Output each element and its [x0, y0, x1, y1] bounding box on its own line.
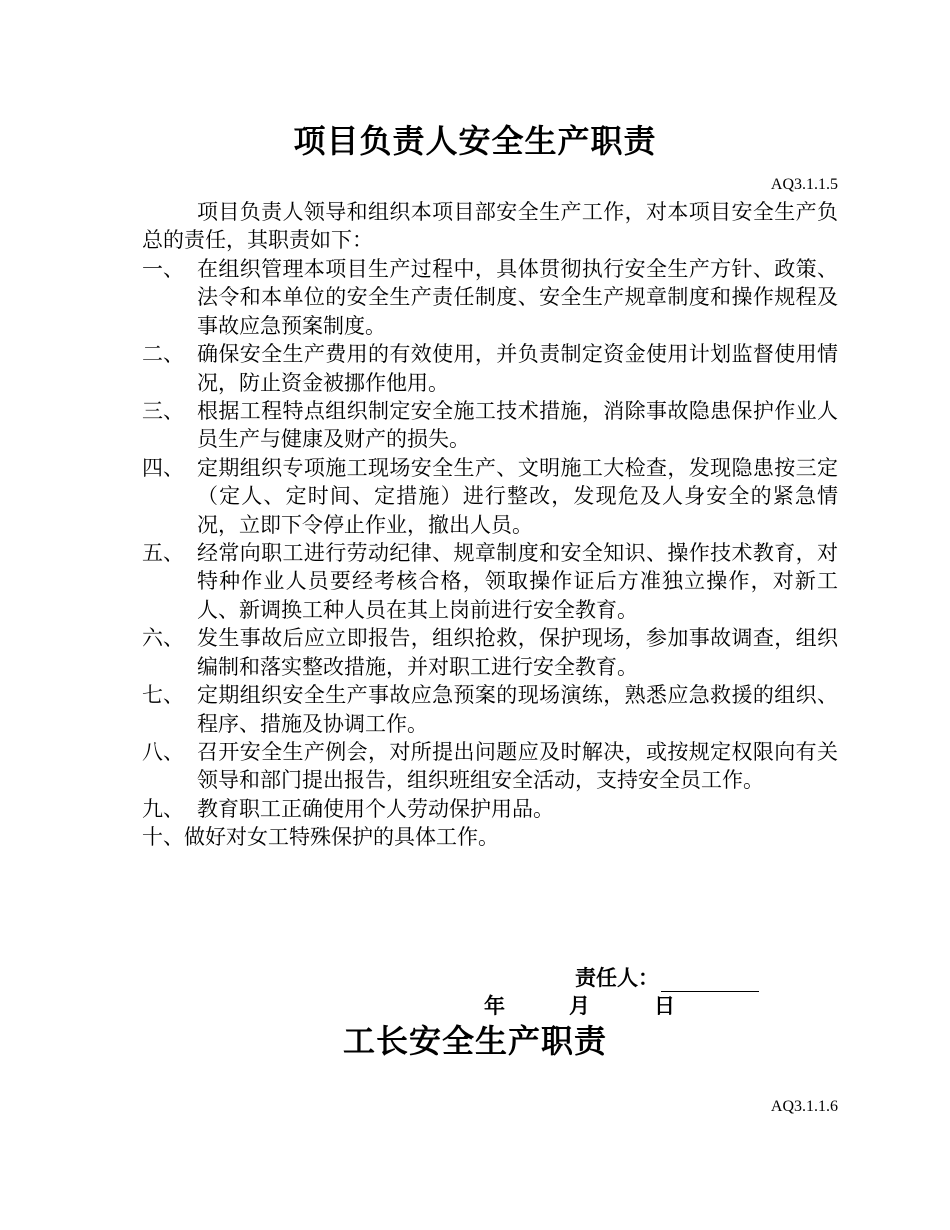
item-text: 教育职工正确使用个人劳动保护用品。: [197, 796, 554, 821]
list-item: [142, 795, 838, 823]
item-number: 二、: [142, 342, 184, 367]
document-code: AQ3.1.1.5: [770, 176, 838, 193]
date-year-label: 年: [484, 993, 505, 1018]
list-item: [142, 454, 838, 539]
list-item: [142, 397, 838, 454]
item-number: 九、: [142, 796, 184, 821]
item-text: 根据工程特点组织制定安全施工技术措施，消除事故隐患保护作业人员生产与健康及财产的损失。: [197, 399, 838, 452]
date-day-label: 日: [654, 993, 675, 1018]
list-item: [142, 539, 838, 624]
signature-line: [661, 969, 759, 992]
list-item: [142, 340, 838, 397]
item-text: 召开安全生产例会，对所提出问题应及时解决，或按规定权限向有关领导和部门提出报告，组织班组安全活动，支持安全员工作。: [197, 739, 838, 793]
item-number: 三、: [142, 399, 184, 424]
signature-row: [575, 962, 759, 992]
list-item: [142, 823, 838, 851]
date-month-label: 月: [569, 993, 590, 1018]
duty-list: [142, 255, 838, 852]
intro-paragraph: 项目负责人领导和组织本项目部安全生产工作，对本项目安全生产负总的责任，其职责如下：: [142, 200, 838, 253]
item-number: 十、: [142, 825, 184, 850]
item-number: 一、: [142, 257, 184, 281]
item-number: 六、: [142, 626, 184, 651]
list-item: [142, 681, 838, 738]
item-text: 确保安全生产费用的有效使用，并负责制定资金使用计划监督使用情况，防止资金被挪作他用。: [197, 342, 838, 395]
item-number: 五、: [142, 541, 184, 566]
item-number: 七、: [142, 683, 184, 708]
section2-code: AQ3.1.1.6: [770, 1098, 838, 1115]
list-item: [142, 738, 838, 795]
item-text: 发生事故后应立即报告，组织抢救，保护现场，参加事故调查，组织编制和落实整改措施，并对职工进行安全教育。: [197, 626, 838, 679]
item-text: 做好对女工特殊保护的具体工作。: [184, 825, 499, 850]
list-item: [142, 624, 838, 681]
item-text: 定期组织专项施工现场安全生产、文明施工大检查，发现隐患按三定（定人、定时间、定措施）进行整改，发现危及人身安全的紧急情况，立即下令停止作业，撤出人员。: [197, 455, 838, 537]
item-text: 经常向职工进行劳动纪律、规章制度和安全知识、操作技术教育，对特种作业人员要经考核合格，领取操作证后方准独立操作，对新工人、新调换工种人员在其上岗前进行安全教育。: [197, 541, 838, 622]
item-number: 八、: [142, 739, 184, 764]
item-text: 定期组织安全生产事故应急预案的现场演练，熟悉应急救援的组织、程序、措施及协调工作。: [197, 683, 838, 736]
section2-title: 工长安全生产职责: [342, 1022, 607, 1060]
list-item: [142, 255, 838, 340]
item-text: 在组织管理本项目生产过程中，具体贯彻执行安全生产方针、政策、法令和本单位的安全生产责任制度、安全生产规章制度和操作规程及事故应急预案制度。: [197, 257, 838, 338]
item-number: 四、: [142, 455, 184, 480]
signature-label: 责任人：: [575, 965, 659, 990]
document-title: 项目负责人安全生产职责: [293, 122, 657, 160]
